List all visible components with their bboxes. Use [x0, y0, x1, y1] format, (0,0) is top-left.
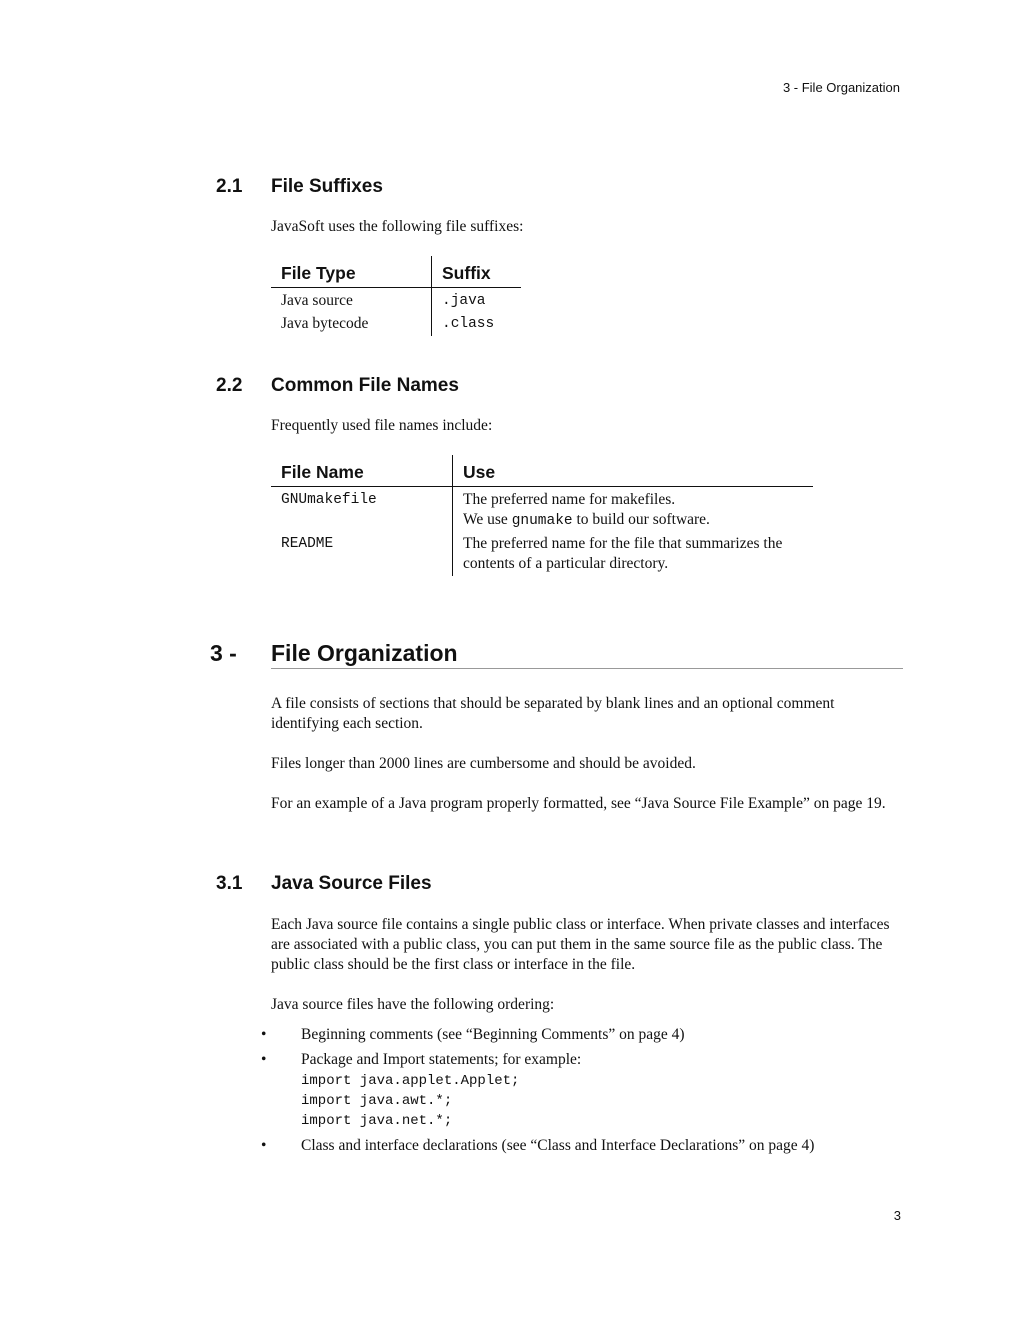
page-number: 3	[893, 1208, 901, 1223]
section-2-1-number: 2.1	[216, 176, 243, 197]
file-type-cell: Java bytecode	[271, 311, 432, 336]
use-cell	[453, 531, 814, 576]
table-header: File Name	[271, 455, 453, 487]
section-3-1-paragraph-2: Java source files have the following ordering:	[271, 996, 555, 1013]
section-2-2-number: 2.2	[216, 375, 243, 396]
section-2-1-intro: JavaSoft uses the following file suffixes:	[271, 218, 524, 235]
section-2-2-intro: Frequently used file names include:	[271, 417, 493, 434]
bullet-marker: •	[261, 1137, 267, 1154]
chapter-3-number: 3 -	[210, 640, 237, 666]
bullet-marker: •	[261, 1051, 267, 1068]
running-header: 3 - File Organization	[782, 80, 900, 95]
use-text: The preferred name for the file that summarizes the	[463, 535, 783, 552]
section-2-2-title: Common File Names	[271, 375, 459, 396]
chapter-rule	[271, 668, 903, 669]
file-suffixes-table	[271, 256, 521, 336]
inline-code: gnumake	[511, 513, 573, 529]
chapter-3-paragraph-1: A file consists of sections that should be separated by blank lines and an optional comment identifying each section.	[271, 695, 835, 732]
table-row	[271, 531, 813, 576]
table-header: Use	[453, 455, 814, 487]
section-3-1-title: Java Source Files	[271, 873, 432, 894]
code-line: import java.awt.*;	[301, 1093, 453, 1109]
list-item: Beginning comments (see “Beginning Comments” on page 4)	[301, 1026, 685, 1043]
use-text: contents of a particular directory.	[463, 555, 669, 572]
use-cell	[453, 487, 814, 532]
use-text: The preferred name for makefiles.	[463, 491, 676, 508]
file-name-cell: README	[271, 531, 453, 576]
file-name-cell: GNUmakefile	[271, 487, 453, 532]
file-names-table	[271, 455, 813, 576]
file-type-cell: Java source	[271, 288, 432, 312]
table-row	[271, 487, 813, 532]
section-3-1-number: 3.1	[216, 873, 243, 894]
chapter-3-paragraph-3: For an example of a Java program properly formatted, see “Java Source File Example” on page 19.	[271, 795, 886, 812]
list-item: Package and Import statements; for example:	[301, 1051, 582, 1068]
table-row	[271, 311, 521, 336]
bullet-marker: •	[261, 1026, 267, 1043]
table-header: File Type	[271, 256, 432, 288]
section-2-1-title: File Suffixes	[271, 176, 383, 197]
code-line: import java.applet.Applet;	[301, 1073, 520, 1089]
list-item: Class and interface declarations (see “Class and Interface Declarations” on page 4)	[301, 1137, 815, 1154]
use-text: We use gnumake to build our software.	[463, 511, 710, 529]
chapter-3-paragraph-2: Files longer than 2000 lines are cumbersome and should be avoided.	[271, 755, 696, 772]
suffix-cell: .java	[442, 293, 486, 309]
code-line: import java.net.*;	[301, 1113, 453, 1129]
suffix-cell: .class	[442, 316, 495, 332]
table-row	[271, 288, 521, 312]
section-3-1-paragraph-1: Each Java source file contains a single public class or interface. When private classes and interfaces are associated with a public class, you can put them in the same source file as the public class. The public class should be the first class or interface in the file.	[271, 916, 890, 973]
table-header: Suffix	[432, 256, 522, 288]
chapter-3-title: File Organization	[271, 640, 458, 666]
